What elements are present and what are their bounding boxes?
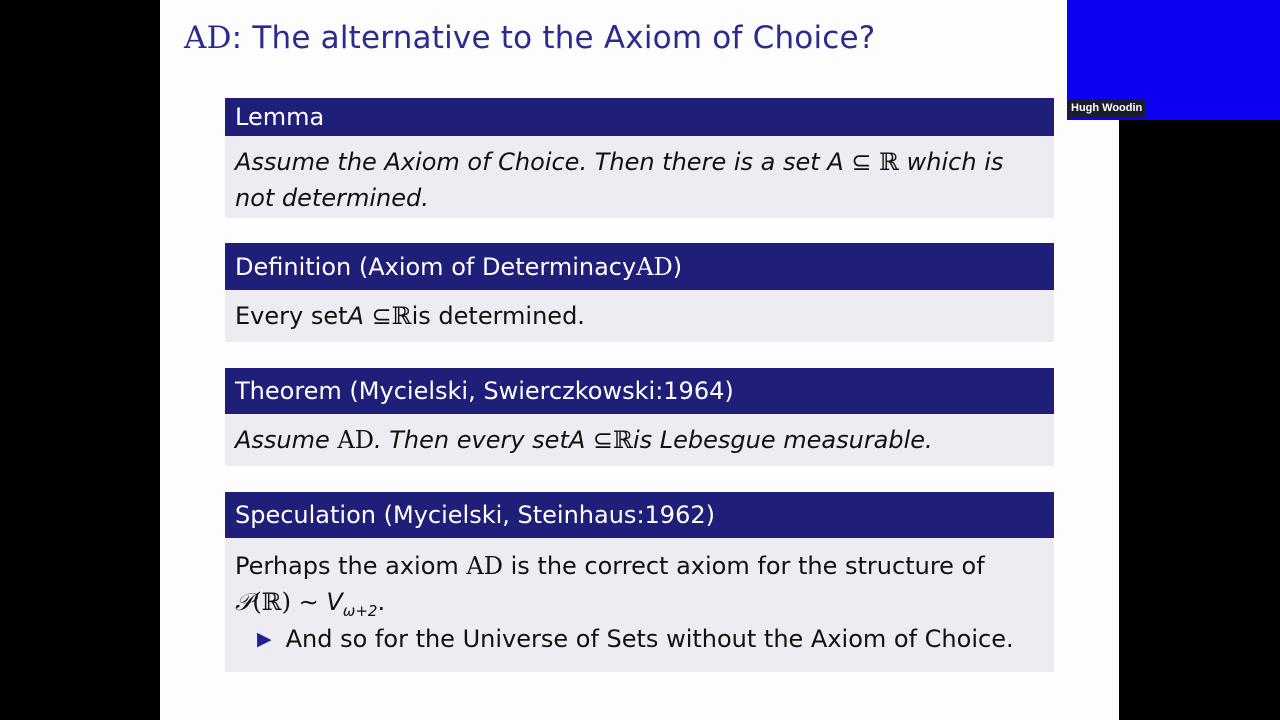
lemma-body: Assume the Axiom of Choice. Then there is a set A ⊆ ℝ which is not determined.	[225, 136, 1054, 218]
speaker-name-label: Hugh Woodin	[1067, 99, 1146, 117]
theorem-body: Assume AD . Then every set A ⊆ ℝ is Lebesgue measurable.	[225, 414, 1054, 466]
definition-header: Definition (Axiom of Determinacy AD )	[225, 243, 1054, 290]
lemma-block	[225, 98, 1054, 218]
definition-block	[225, 243, 1054, 342]
speculation-block	[225, 492, 1054, 672]
slide-title: AD: The alternative to the Axiom of Choice?	[184, 20, 876, 56]
speculation-formula: 𝒫(ℝ) ∼ $V_{\omega+2}$.	[235, 588, 386, 620]
speculation-body: Perhaps the axiom AD is the correct axiom for the structure of 𝒫(ℝ) ∼ $V_{\omega+2}$. ▶ And so for the Universe of Sets without the Axiom of Choice.	[225, 538, 1054, 672]
triangle-bullet-icon: ▶	[257, 628, 272, 650]
theorem-block	[225, 368, 1054, 466]
bullet-item: ▶ And so for the Universe of Sets without the Axiom of Choice.	[257, 625, 1014, 653]
presentation-slide	[160, 0, 1119, 720]
theorem-header: Theorem (Mycielski, Swierczkowski:1964)	[225, 368, 1054, 414]
speculation-header: Speculation (Mycielski, Steinhaus:1962)	[225, 492, 1054, 538]
definition-body: Every set A ⊆ ℝ is determined.	[225, 290, 1054, 342]
lemma-header: Lemma	[225, 98, 1054, 136]
